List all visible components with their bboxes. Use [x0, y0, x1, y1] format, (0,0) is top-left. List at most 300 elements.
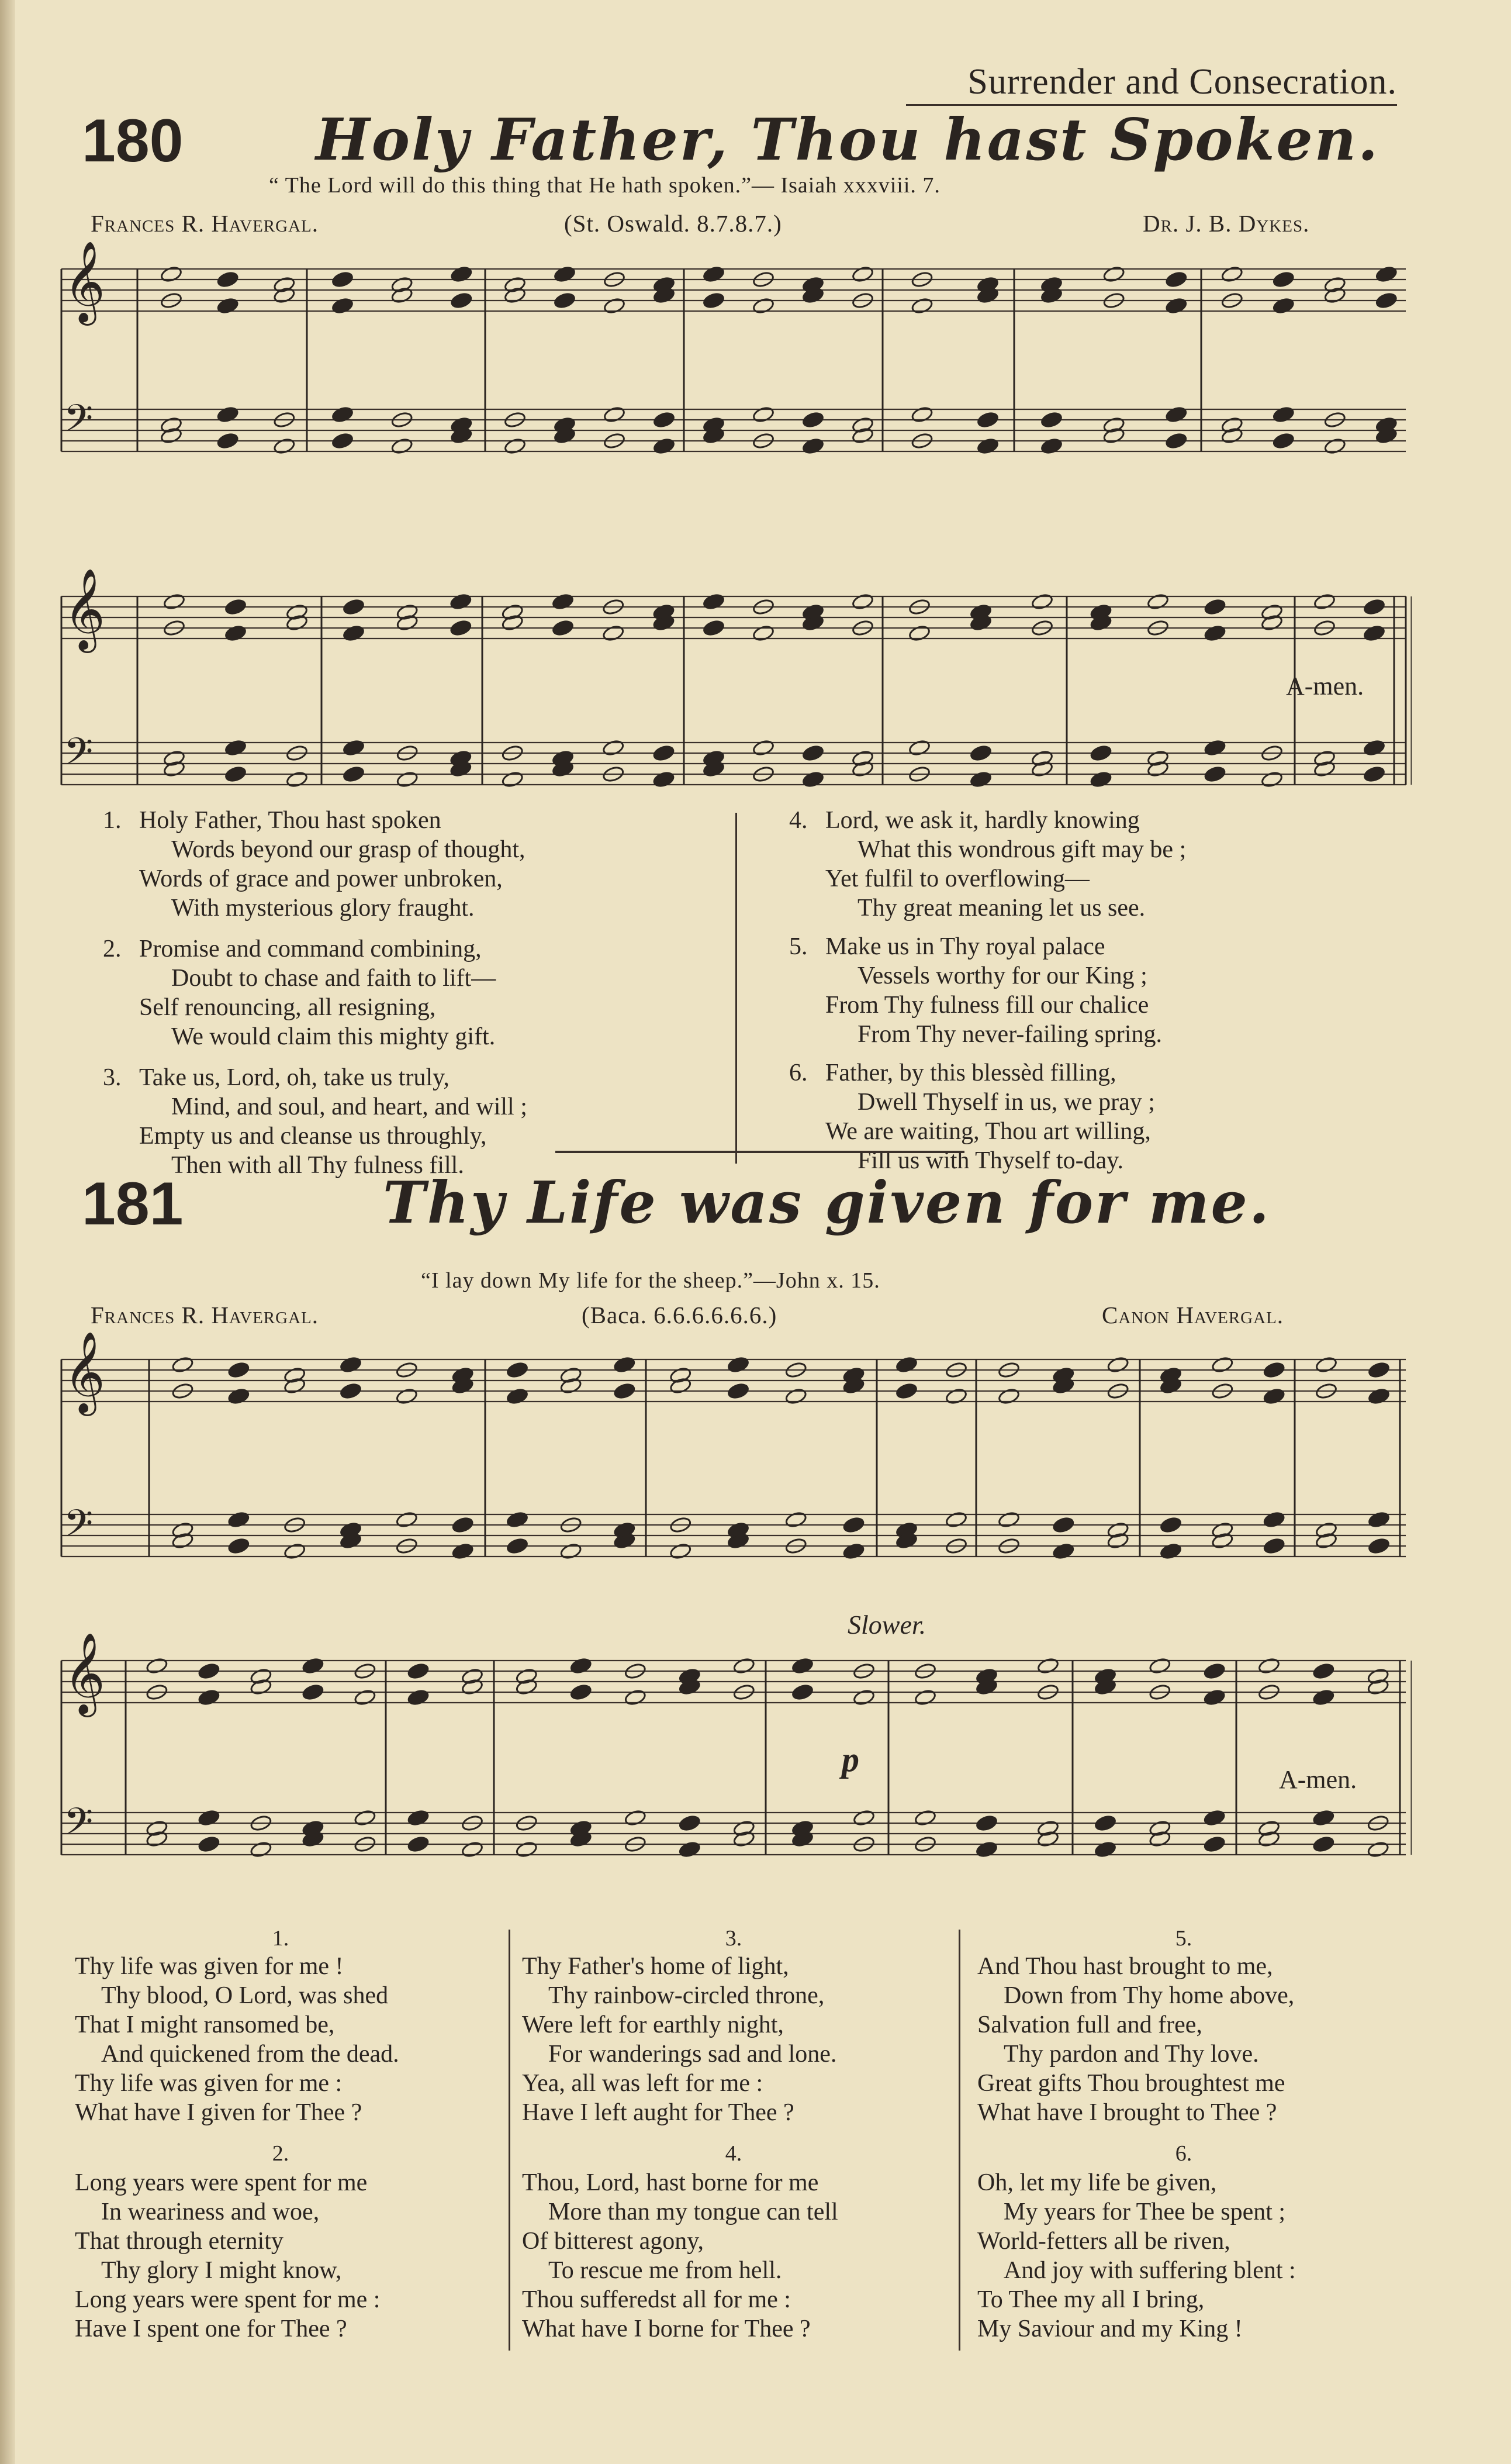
hymn-180-amen: A-men. [1286, 672, 1364, 700]
stanza-line: We would claim this mighty gift. [171, 1023, 496, 1050]
hymn-180-tune: (St. Oswald. 8.7.8.7.) [564, 210, 782, 237]
notehead [703, 265, 725, 283]
notehead [1204, 739, 1226, 757]
hymn-180-stanza-1 [103, 806, 525, 923]
hymn-181-stanza-2-number: 2. [272, 2141, 289, 2166]
notehead [842, 1542, 865, 1560]
notehead [340, 1382, 362, 1400]
hymn-181-tune: (Baca. 6.6.6.6.6.6.) [582, 1302, 777, 1328]
stanza-line: Thy Father's home of light, [522, 1953, 789, 1980]
notehead [1203, 1809, 1226, 1827]
notehead [343, 765, 365, 783]
notehead [970, 771, 993, 788]
notehead [1040, 437, 1063, 455]
notehead [1165, 297, 1188, 315]
notehead [1204, 598, 1226, 616]
notehead [703, 619, 725, 637]
notehead [1363, 739, 1386, 757]
notehead [911, 406, 933, 423]
notehead [652, 771, 675, 788]
notehead [752, 406, 775, 423]
notehead [227, 1388, 250, 1405]
stanza-line: Promise and command combining, [139, 936, 482, 962]
stanza-line: Doubt to chase and faith to lift— [171, 965, 496, 992]
stanza-line: Words of grace and power unbroken, [139, 865, 503, 892]
stanza-number: 4. [789, 807, 808, 834]
hymn-181-composer: Canon Havergal. [1102, 1302, 1284, 1328]
notehead [613, 1356, 636, 1374]
stanza-line: Have I left aught for Thee ? [522, 2099, 794, 2126]
notehead [1315, 1356, 1338, 1374]
notehead [331, 271, 354, 288]
notehead [1037, 1657, 1060, 1675]
hymn-180-epigraph: “ The Lord will do this thing that He hath spoken.”— Isaiah xxxviii. 7. [269, 173, 941, 198]
notehead [224, 624, 247, 642]
stanza-line: Oh, let my life be given, [977, 2169, 1217, 2196]
notehead [160, 265, 183, 283]
hymn-180-stanza-4 [789, 806, 1187, 923]
notehead [552, 619, 575, 637]
notehead [407, 1809, 430, 1827]
notehead [1368, 1511, 1391, 1528]
notehead [791, 1657, 814, 1675]
notehead [216, 432, 239, 450]
hymn-181-stanza-5 [977, 1952, 1294, 2127]
hymn-181-stanza-6 [977, 2168, 1296, 2344]
notehead [977, 437, 1000, 455]
hymn-181-stanza-3 [522, 1952, 836, 2127]
stanza-line: Thy life was given for me : [75, 2070, 343, 2097]
notehead [852, 265, 874, 283]
stanza-line: My Saviour and my King ! [977, 2315, 1243, 2342]
notehead [678, 1814, 701, 1832]
notehead [302, 1683, 324, 1701]
stanza-line: Vessels worthy for our King ; [857, 962, 1147, 989]
notehead [450, 619, 472, 637]
stanza-line: And quickened from the dead. [101, 2041, 399, 2068]
stanza-line: For wanderings sad and lone. [548, 2041, 837, 2068]
notehead [1203, 1689, 1226, 1706]
notehead [506, 1361, 529, 1379]
hymn-181-title: Thy Life was given for me. [383, 1169, 1271, 1237]
notehead [343, 624, 365, 642]
stanza-line: Long years were spent for me [75, 2169, 368, 2196]
notehead [1363, 598, 1386, 616]
bass-clef-icon: 𝄢 [64, 1800, 94, 1853]
notehead [340, 1356, 362, 1374]
notehead [163, 593, 186, 610]
notehead [224, 765, 247, 783]
stanza-line: Take us, Lord, oh, take us truly, [139, 1064, 450, 1091]
hymn-181-stanza-4-number: 4. [725, 2141, 742, 2166]
notehead [216, 271, 239, 288]
notehead [911, 297, 933, 315]
notehead [1272, 297, 1295, 315]
notehead [1052, 1516, 1075, 1534]
notehead [1203, 1835, 1226, 1853]
notehead [216, 406, 239, 423]
bass-clef-icon: 𝄢 [64, 1502, 94, 1555]
hymn-181-author: Frances R. Havergal. [91, 1302, 319, 1328]
hymn-181-stanza-1 [75, 1952, 399, 2127]
section-heading-rule [906, 104, 1397, 106]
notehead [998, 1511, 1021, 1528]
notehead [945, 1511, 968, 1528]
hymn-181-stanza-1-number: 1. [272, 1926, 289, 1951]
treble-clef-icon: 𝄞 [64, 1331, 105, 1413]
notehead [791, 1683, 814, 1701]
notehead [603, 406, 626, 423]
notehead [1263, 1361, 1285, 1379]
notehead [504, 437, 527, 455]
stanza-line: What have I given for Thee ? [75, 2099, 362, 2126]
notehead [752, 297, 775, 315]
notehead [407, 1835, 430, 1853]
notehead [450, 593, 472, 610]
stanza-line: World-fetters all be riven, [977, 2228, 1230, 2255]
notehead [331, 432, 354, 450]
notehead [395, 1388, 418, 1405]
notehead [224, 598, 247, 616]
notehead [1165, 271, 1188, 288]
notehead [914, 1689, 937, 1706]
hymn-181-stanza-3-number: 3. [725, 1926, 742, 1951]
notehead [1263, 1388, 1285, 1405]
notehead [1090, 771, 1112, 788]
bass-clef-icon: 𝄢 [64, 397, 94, 450]
stanza-line: That through eternity [75, 2228, 283, 2255]
stanza-line: From Thy fulness fill our chalice [825, 992, 1149, 1019]
stanza-line: And joy with suffering blent : [1004, 2257, 1296, 2284]
treble-clef-icon: 𝄞 [64, 1633, 105, 1714]
stanza-line: With mysterious glory fraught. [171, 895, 475, 922]
notehead [146, 1657, 168, 1675]
stanza-line: Thou sufferedst all for me : [522, 2286, 791, 2313]
notehead [853, 1689, 876, 1706]
notehead [506, 1511, 529, 1528]
notehead [450, 292, 473, 309]
bass-clef-icon: 𝄢 [64, 730, 94, 783]
notehead [970, 744, 993, 762]
notehead [451, 1516, 474, 1534]
notehead [1204, 765, 1226, 783]
stanza-line: Thy rainbow-circled throne, [548, 1982, 825, 2009]
notehead [331, 297, 354, 315]
stanza-line: Thou, Lord, hast borne for me [522, 2169, 819, 2196]
notehead [1149, 1657, 1171, 1675]
notehead [1312, 1835, 1335, 1853]
notehead [198, 1809, 220, 1827]
stanza-line: Words beyond our grasp of thought, [171, 836, 525, 863]
notehead [1261, 771, 1284, 788]
notehead [945, 1388, 968, 1405]
notehead [198, 1689, 220, 1706]
notehead [331, 406, 354, 423]
notehead [842, 1516, 865, 1534]
notehead [976, 1814, 998, 1832]
notehead [802, 437, 825, 455]
stanza-number: 2. [103, 936, 122, 962]
stanza-line: Fill us with Thyself to-day. [857, 1147, 1123, 1174]
stanza-line: And Thou hast brought to me, [977, 1953, 1273, 1980]
hymn-181-stanza-4 [522, 2168, 838, 2344]
notehead [1040, 411, 1063, 429]
stanza-line: What have I brought to Thee ? [977, 2099, 1277, 2126]
stanza-line: Dwell Thyself in us, we pray ; [857, 1089, 1155, 1116]
stanza-line: Make us in Thy royal palace [825, 933, 1105, 960]
notehead [1203, 1662, 1226, 1680]
notehead [703, 292, 725, 309]
stanza-line: Yet fulfil to overflowing— [825, 865, 1090, 892]
stanza-number: 6. [789, 1060, 808, 1086]
hymn-180-author: Frances R. Havergal. [91, 210, 319, 237]
notehead [1323, 437, 1346, 455]
stanza-line: To rescue me from hell. [548, 2257, 782, 2284]
hymn-180-number: 180 [82, 107, 184, 175]
notehead [1094, 1814, 1117, 1832]
notehead [852, 593, 874, 610]
notehead [752, 739, 775, 757]
notehead [732, 1657, 755, 1675]
notehead [976, 1841, 998, 1858]
notehead [908, 624, 931, 642]
stanza-line: What have I borne for Thee ? [522, 2315, 811, 2342]
hymn-180-stanza-5 [789, 932, 1162, 1049]
hymn-181-column-divider-2 [959, 1930, 960, 2351]
notehead [853, 1809, 876, 1827]
stanza-line: Were left for earthly night, [522, 2011, 784, 2038]
notehead [1272, 271, 1295, 288]
notehead [273, 437, 296, 455]
notehead [224, 739, 247, 757]
stanza-line: My years for Thee be spent ; [1004, 2199, 1286, 2225]
notehead [1165, 432, 1188, 450]
stanza-line: Mind, and soul, and heart, and will ; [171, 1093, 527, 1120]
notehead [451, 1542, 474, 1560]
notehead [1094, 1841, 1117, 1858]
notehead [1211, 1356, 1234, 1374]
notehead [506, 1388, 529, 1405]
notehead [559, 1542, 582, 1560]
stanza-line: Down from Thy home above, [1004, 1982, 1295, 2009]
notehead [354, 1809, 376, 1827]
notehead [1263, 1537, 1285, 1555]
notehead [198, 1662, 220, 1680]
notehead [1160, 1516, 1182, 1534]
notehead [613, 1382, 636, 1400]
hymn-181-column-divider-1 [509, 1930, 510, 2351]
notehead [343, 739, 365, 757]
notehead [653, 411, 676, 429]
notehead [1031, 593, 1054, 610]
notehead [1312, 1662, 1335, 1680]
hymn-180-stanza-6 [789, 1058, 1155, 1175]
notehead [283, 1542, 306, 1560]
notehead [1363, 765, 1386, 783]
notehead [554, 292, 576, 309]
notehead [569, 1683, 592, 1701]
notehead [669, 1542, 692, 1560]
notehead [515, 1841, 538, 1858]
hymn-separator-rule [555, 1151, 964, 1153]
notehead [1258, 1657, 1281, 1675]
notehead [407, 1689, 430, 1706]
stanza-line: Thy life was given for me ! [75, 1953, 344, 1980]
notehead [1107, 1356, 1129, 1374]
notehead [569, 1657, 592, 1675]
notehead [343, 598, 365, 616]
section-heading: Surrender and Consecration. [967, 62, 1397, 102]
hymn-181-stanza-5-number: 5. [1175, 1926, 1192, 1951]
hymn-181-tempo-marking: Slower. [848, 1610, 926, 1640]
hymn-181-score-system-1 [56, 1327, 1412, 1590]
notehead [286, 771, 309, 788]
stanza-line: What this wondrous gift may be ; [857, 836, 1187, 863]
notehead [506, 1537, 529, 1555]
hymn-180-stanza-2 [103, 934, 496, 1051]
stanza-line: Yea, all was left for me : [522, 2070, 763, 2097]
notehead [1220, 265, 1243, 283]
notehead [450, 265, 473, 283]
notehead [461, 1841, 484, 1858]
notehead [914, 1809, 937, 1827]
notehead [652, 744, 675, 762]
notehead [1363, 624, 1386, 642]
notehead [1368, 1537, 1391, 1555]
notehead [1313, 593, 1336, 610]
page-binding-edge [0, 0, 15, 2464]
hymn-180-column-divider [735, 813, 737, 1164]
stanza-line: Long years were spent for me : [75, 2286, 381, 2313]
notehead [554, 265, 576, 283]
hymn-181-dynamic-marking: p [842, 1740, 859, 1779]
hymn-181-number: 181 [82, 1170, 184, 1238]
notehead [1375, 292, 1398, 309]
notehead [784, 1511, 807, 1528]
notehead [407, 1662, 430, 1680]
notehead [1367, 1841, 1389, 1858]
hymn-181-amen: A-men. [1279, 1765, 1357, 1794]
hymn-181-stanza-2 [75, 2168, 380, 2344]
notehead [227, 1511, 250, 1528]
notehead [390, 437, 413, 455]
notehead [1368, 1388, 1391, 1405]
notehead [1147, 593, 1170, 610]
notehead [395, 1511, 418, 1528]
hymn-180-score-system-1 [56, 234, 1412, 550]
stanza-line: We are waiting, Thou art willing, [825, 1118, 1151, 1145]
stanza-line: Then with all Thy fulness fill. [171, 1152, 464, 1179]
notehead [603, 297, 626, 315]
notehead [1263, 1511, 1285, 1528]
stanza-line: Great gifts Thou broughtest me [977, 2070, 1285, 2097]
notehead [727, 1356, 750, 1374]
stanza-number: 5. [789, 933, 808, 960]
notehead [1375, 265, 1398, 283]
notehead [624, 1689, 646, 1706]
notehead [227, 1361, 250, 1379]
stanza-line: Lord, we ask it, hardly knowing [825, 807, 1140, 834]
stanza-line: Empty us and cleanse us throughly, [139, 1123, 487, 1150]
stanza-line: Thy blood, O Lord, was shed [101, 1982, 389, 2009]
notehead [354, 1689, 376, 1706]
stanza-line: Thy glory I might know, [101, 2257, 342, 2284]
stanza-number: 3. [103, 1064, 122, 1091]
notehead [198, 1835, 220, 1853]
stanza-line: Father, by this blessèd filling, [825, 1060, 1116, 1086]
hymn-180-title: Holy Father, Thou hast Spoken. [316, 106, 1380, 174]
notehead [1160, 1542, 1182, 1560]
notehead [703, 593, 725, 610]
notehead [678, 1841, 701, 1858]
hymn-181-stanza-6-number: 6. [1175, 2141, 1192, 2166]
notehead [908, 739, 931, 757]
notehead [227, 1537, 250, 1555]
notehead [1272, 432, 1295, 450]
stanza-line: That I might ransomed be, [75, 2011, 335, 2038]
notehead [895, 1356, 918, 1374]
hymn-181-score-system-2 [56, 1579, 1412, 1894]
stanza-number: 1. [103, 807, 122, 834]
notehead [1312, 1689, 1335, 1706]
notehead [302, 1657, 324, 1675]
notehead [802, 744, 825, 762]
notehead [250, 1841, 272, 1858]
notehead [1312, 1809, 1335, 1827]
stanza-line: From Thy never-failing spring. [857, 1021, 1162, 1048]
notehead [1165, 406, 1188, 423]
treble-clef-icon: 𝄞 [64, 241, 105, 322]
treble-clef-icon: 𝄞 [64, 568, 105, 650]
stanza-line: Self renouncing, all resigning, [139, 994, 436, 1021]
notehead [1368, 1361, 1391, 1379]
notehead [1204, 624, 1226, 642]
notehead [1272, 406, 1295, 423]
notehead [977, 411, 1000, 429]
notehead [752, 624, 775, 642]
stanza-line: Of bitterest agony, [522, 2228, 704, 2255]
notehead [802, 411, 825, 429]
stanza-line: Have I spent one for Thee ? [75, 2315, 347, 2342]
notehead [552, 593, 575, 610]
notehead [602, 624, 625, 642]
notehead [1090, 744, 1112, 762]
stanza-line: More than my tongue can tell [548, 2199, 838, 2225]
notehead [1052, 1542, 1075, 1560]
hymn-180-score-system-2 [56, 526, 1412, 807]
notehead [895, 1382, 918, 1400]
notehead [171, 1356, 194, 1374]
notehead [396, 771, 419, 788]
stanza-line: Thy great meaning let us see. [857, 895, 1146, 922]
notehead [653, 437, 676, 455]
stanza-line: To Thee my all I bring, [977, 2286, 1205, 2313]
hymn-180-composer: Dr. J. B. Dykes. [1143, 210, 1310, 237]
hymn-181-epigraph: “I lay down My life for the sheep.”—John x. 15. [421, 1268, 880, 1293]
notehead [802, 771, 825, 788]
notehead [784, 1388, 807, 1405]
stanza-line: Thy pardon and Thy love. [1004, 2041, 1259, 2068]
stanza-line: Holy Father, Thou hast spoken [139, 807, 441, 834]
notehead [501, 771, 524, 788]
notehead [624, 1809, 646, 1827]
notehead [1102, 265, 1125, 283]
stanza-line: Salvation full and free, [977, 2011, 1202, 2038]
notehead [998, 1388, 1021, 1405]
stanza-line: In weariness and woe, [101, 2199, 320, 2225]
notehead [216, 297, 239, 315]
hymn-180-stanza-3 [103, 1063, 527, 1180]
